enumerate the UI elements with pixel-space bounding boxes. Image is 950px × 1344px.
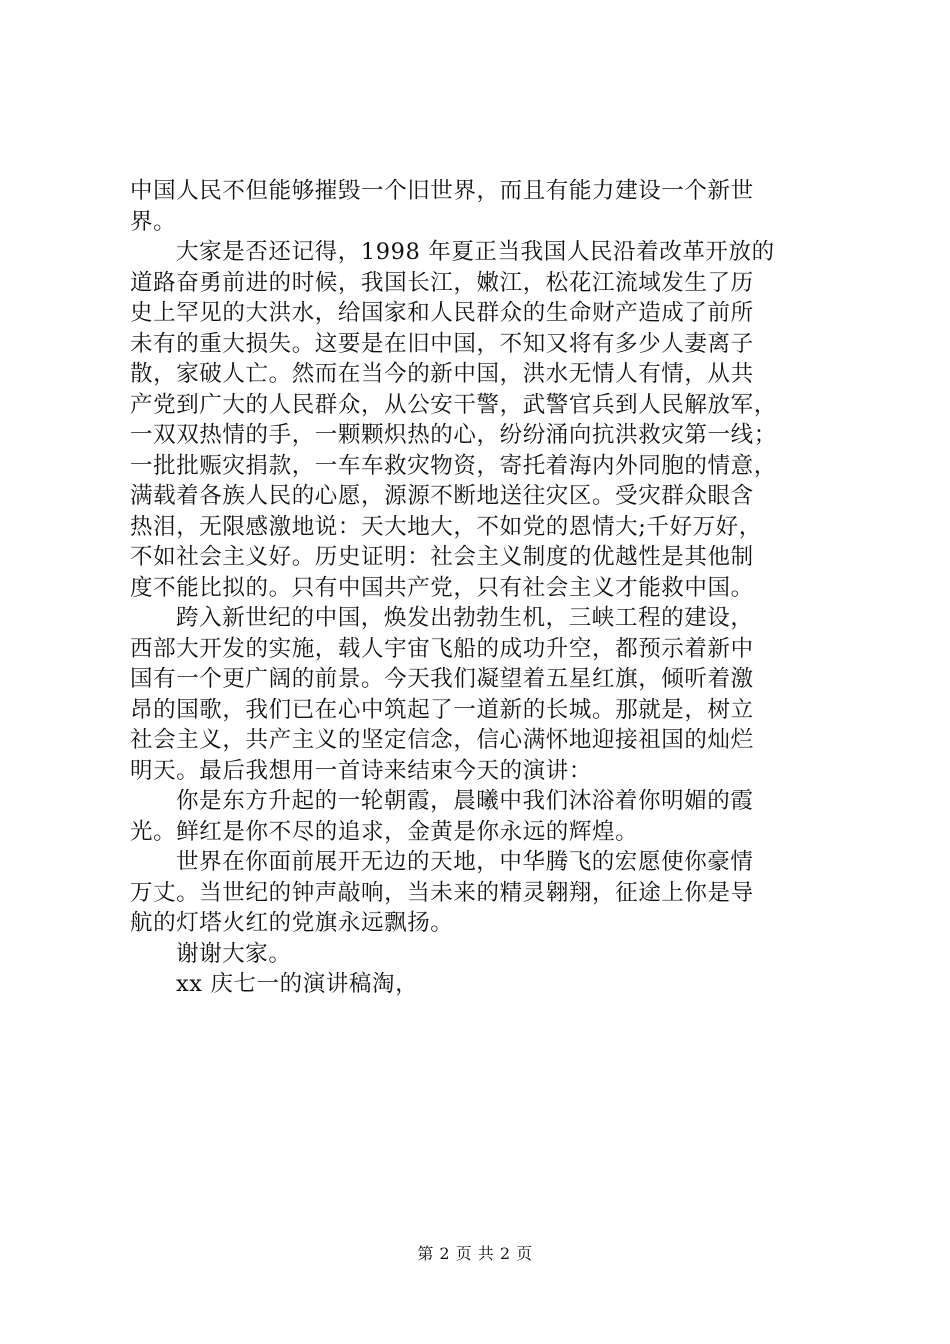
text-line: 不如社会主义好。历史证明：社会主义制度的优越性是其他制 [130,544,754,570]
text-line: 航的灯塔火红的党旗永远飘扬。 [130,910,454,936]
text-line: 跨入新世纪的中国，焕发出勃勃生机，三峡工程的建设， [176,605,754,631]
text-line: 未有的重大损失。这要是在旧中国，不知又将有多少人妻离子 [130,330,754,357]
paragraph [130,847,842,939]
text-line: 世界在你面前展开无边的天地，中华腾飞的宏愿使你豪情 [176,849,754,875]
text-line: 大家是否还记得，1998 年夏正当我国人民沿着改革开放的 [176,239,775,265]
paragraph [130,176,842,237]
paragraph [130,237,842,603]
text-line: 度不能比拟的。只有中国共产党，只有社会主义才能救中国。 [130,574,754,601]
text-line: 万丈。当世纪的钟声敲响，当未来的精灵翱翔，征途上你是导 [130,879,754,906]
text-line: 明天。最后我想用一首诗来结束今天的演讲： [130,757,593,784]
paragraph [130,603,842,786]
text-line: 西部大开发的实施，载人宇宙飞船的成功升空，都预示着新中 [130,635,754,662]
text-line: 你是东方升起的一轮朝霞，晨曦中我们沐浴着你明媚的霞 [176,788,754,814]
paragraph [130,786,842,847]
text-line: 满载着各族人民的心愿，源源不断地送往灾区。受灾群众眼含 [130,483,754,509]
paragraph [130,969,842,1000]
text-line: 谢谢大家。 [176,940,292,967]
text-line: 散，家破人亡。然而在当今的新中国，洪水无情人有情，从共 [130,361,754,387]
text-line: 一双双热情的手，一颗颗炽热的心，纷纷涌向抗洪救灾第一线； [130,422,777,448]
document-body [130,176,842,1000]
text-line: 中国人民不但能够摧毁一个旧世界，而且有能力建设一个新世 [130,178,754,204]
text-line: 界。 [130,208,177,235]
text-line: 产党到广大的人民群众，从公安干警，武警官兵到人民解放军， [130,391,777,418]
text-line: 一批批赈灾捐款，一车车救灾物资，寄托着海内外同胞的情意， [130,452,777,479]
text-line: 史上罕见的大洪水，给国家和人民群众的生命财产造成了前所 [130,300,754,326]
page-number-footer: 第 2 页 共 2 页 [417,1244,533,1263]
text-line: 光。鲜红是你不尽的追求，金黄是你永远的辉煌。 [130,818,639,845]
text-line: 国有一个更广阔的前景。今天我们凝望着五星红旗，倾听着激 [130,666,754,692]
text-line: xx 庆七一的演讲稿淘， [176,971,419,997]
text-line: 道路奋勇前进的时候，我国长江，嫩江，松花江流域发生了历 [130,269,754,296]
text-line: 社会主义，共产主义的坚定信念，信心满怀地迎接祖国的灿烂 [130,727,754,753]
text-line: 热泪，无限感激地说：天大地大，不如党的恩情大;千好万好， [130,513,762,540]
paragraph [130,939,842,970]
text-line: 昂的国歌，我们已在心中筑起了一道新的长城。那就是，树立 [130,696,754,723]
